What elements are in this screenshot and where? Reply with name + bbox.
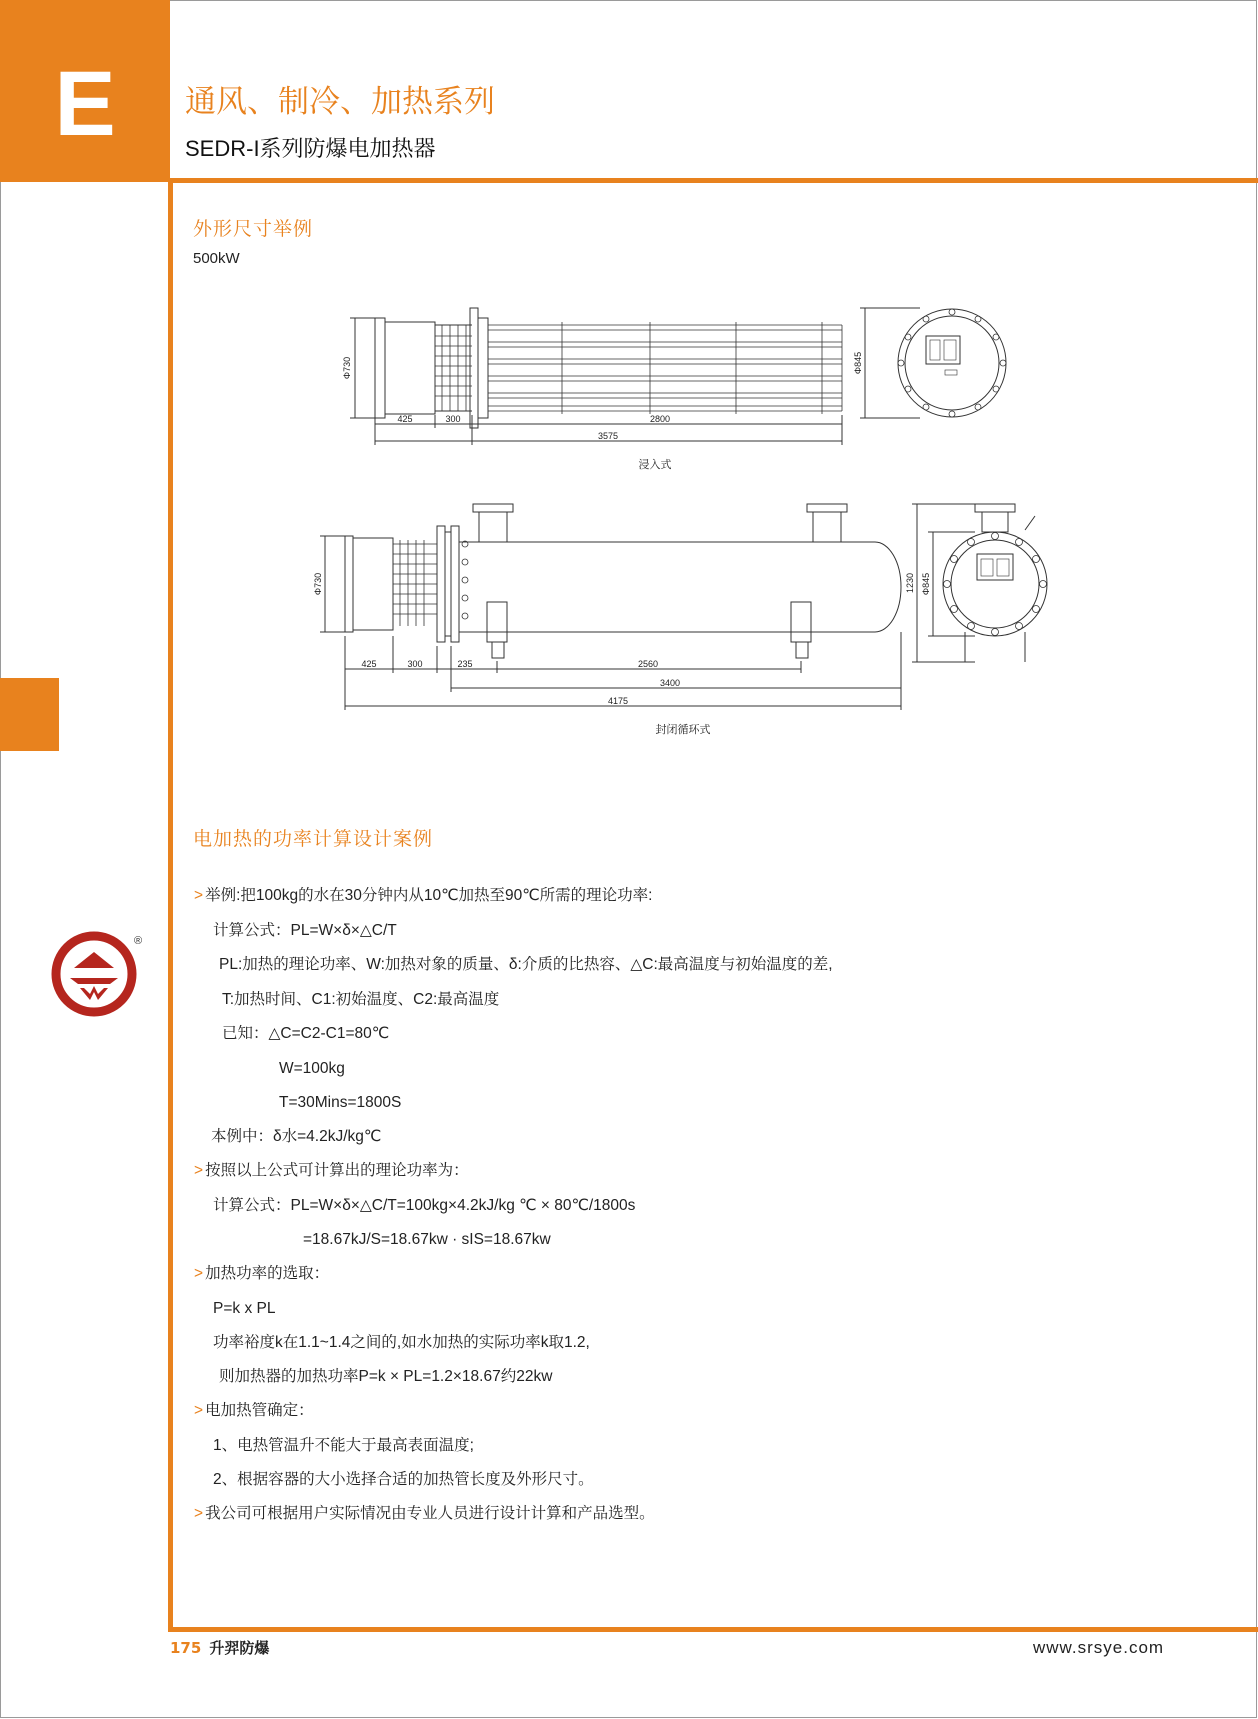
dim-300-2: 300 bbox=[407, 659, 423, 669]
footer-rule bbox=[168, 1627, 1258, 1632]
arrow-bullet: > bbox=[194, 1265, 204, 1282]
dim-1230: 1230 bbox=[905, 572, 915, 594]
power-label: 500kW bbox=[193, 250, 240, 267]
header-rule bbox=[170, 178, 1258, 183]
dim-2560: 2560 bbox=[637, 659, 659, 669]
left-rule bbox=[168, 182, 173, 1632]
closed-loop-heater-drawing bbox=[315, 496, 1055, 746]
arrow-bullet: > bbox=[194, 1162, 204, 1179]
calc-line: 则加热器的加热功率P=k × PL=1.2×18.67约22kw bbox=[219, 1368, 553, 1385]
calc-line: > 按照以上公式可计算出的理论功率为： bbox=[194, 1162, 469, 1179]
calc-heading: 电加热的功率计算设计案例 bbox=[193, 828, 434, 850]
footer-page bbox=[170, 1638, 269, 1658]
registered-mark: ® bbox=[134, 935, 143, 947]
footer-website-link[interactable]: www.srsye.com bbox=[1033, 1638, 1165, 1657]
calc-line: T:加热时间、C1:初始温度、C2:最高温度 bbox=[222, 991, 500, 1008]
arrow-bullet: > bbox=[194, 1402, 204, 1419]
footer-brand: 升羿防爆 bbox=[209, 1639, 270, 1657]
side-tab-marker bbox=[0, 678, 59, 751]
calc-line: 已知：△C=C2-C1=80℃ bbox=[222, 1025, 390, 1042]
immersion-heater-drawing bbox=[330, 300, 1010, 480]
caption-immersion: 浸入式 bbox=[638, 459, 672, 471]
series-title: 通风、制冷、加热系列 bbox=[185, 84, 495, 120]
dim-2800: 2800 bbox=[649, 414, 671, 424]
calc-line: T=30Mins=1800S bbox=[279, 1094, 402, 1111]
dim-dia-end: Φ845 bbox=[853, 351, 863, 375]
dim-3400: 3400 bbox=[659, 678, 681, 688]
section-letter: E bbox=[54, 53, 116, 155]
calc-line: > 举例:把100kg的水在30分钟内从10℃加热至90℃所需的理论功率: bbox=[194, 887, 653, 904]
calc-line: =18.67kJ/S=18.67kw · sIS=18.67kw bbox=[303, 1231, 551, 1248]
calc-line: 2、根据容器的大小选择合适的加热管长度及外形尺寸。 bbox=[213, 1471, 594, 1488]
company-logo-icon bbox=[48, 930, 148, 1020]
arrow-bullet: > bbox=[194, 887, 204, 904]
product-title: SEDR-I系列防爆电加热器 bbox=[185, 136, 436, 161]
arrow-bullet: > bbox=[194, 1505, 204, 1522]
calc-line: > 电加热管确定： bbox=[194, 1402, 314, 1419]
calc-line: 本例中：δ水=4.2kJ/kg℃ bbox=[211, 1128, 382, 1145]
dim-425-2: 425 bbox=[361, 659, 377, 669]
page-number: 175 bbox=[170, 1639, 202, 1657]
caption-closed-loop: 封闭循环式 bbox=[655, 724, 711, 736]
calc-line: PL:加热的理论功率、W:加热对象的质量、δ:介质的比热容、△C:最高温度与初始温度的差, bbox=[219, 956, 833, 973]
dim-425: 425 bbox=[397, 414, 413, 424]
dim-300: 300 bbox=[445, 414, 461, 424]
calc-line: 功率裕度k在1.1~1.4之间的,如水加热的实际功率k取1.2, bbox=[213, 1334, 590, 1351]
dim-235: 235 bbox=[457, 659, 473, 669]
dimensions-heading: 外形尺寸举例 bbox=[193, 218, 314, 240]
calc-line: P=k x PL bbox=[213, 1300, 276, 1317]
dim-dia-side-2: Φ730 bbox=[313, 572, 323, 596]
calc-line: W=100kg bbox=[279, 1060, 345, 1077]
dim-4175: 4175 bbox=[607, 696, 629, 706]
dim-dia-end-2: Φ845 bbox=[921, 572, 931, 596]
calc-line: 计算公式：PL=W×δ×△C/T=100kg×4.2kJ/kg ℃ × 80℃/1800s bbox=[213, 1197, 636, 1214]
calc-line: > 我公司可根据用户实际情况由专业人员进行设计计算和产品选型。 bbox=[194, 1505, 655, 1522]
dim-dia-side: Φ730 bbox=[342, 356, 352, 380]
calc-line: 1、电热管温升不能大于最高表面温度; bbox=[213, 1437, 474, 1454]
calc-line: > 加热功率的选取： bbox=[194, 1265, 330, 1282]
dim-3575: 3575 bbox=[597, 431, 619, 441]
calc-line: 计算公式：PL=W×δ×△C/T bbox=[213, 922, 397, 939]
